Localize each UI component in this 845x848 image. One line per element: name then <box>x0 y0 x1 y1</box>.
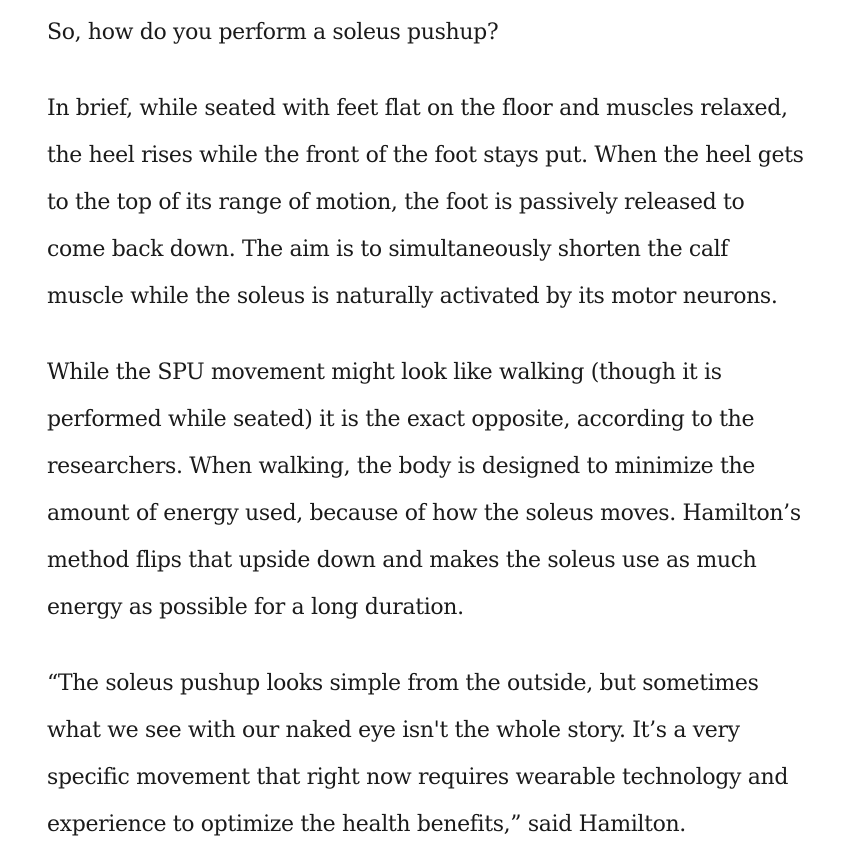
article-paragraph-walking-comparison: While the SPU movement might look like walking (though it is performed while seated) it is the exact opposite, according to the researchers. When walking, the body is designed to minimize the amount of energy used, because of how the soleus moves. Hamilton’s method flips that upside down and makes the soleus use as much energy as possible for a long duration. <box>47 360 801 620</box>
article-paragraph-how-to: In brief, while seated with feet flat on the floor and muscles relaxed, the heel rises while the front of the foot stays put. When the heel gets to the top of its range of motion, the foot is passively released to come back down. The aim is to simultaneously shorten the calf muscle while the soleus is naturally activated by its motor neurons. <box>47 96 804 309</box>
article-paragraph-intro-question: So, how do you perform a soleus pushup? <box>47 20 499 45</box>
article-paragraph-quote: “The soleus pushup looks simple from the outside, but sometimes what we see with our naked eye isn't the whole story. It’s a very specific movement that right now requires wearable technology and experience to optimize the health benefits,” said Hamilton. <box>47 671 789 837</box>
article-body <box>47 9 807 848</box>
